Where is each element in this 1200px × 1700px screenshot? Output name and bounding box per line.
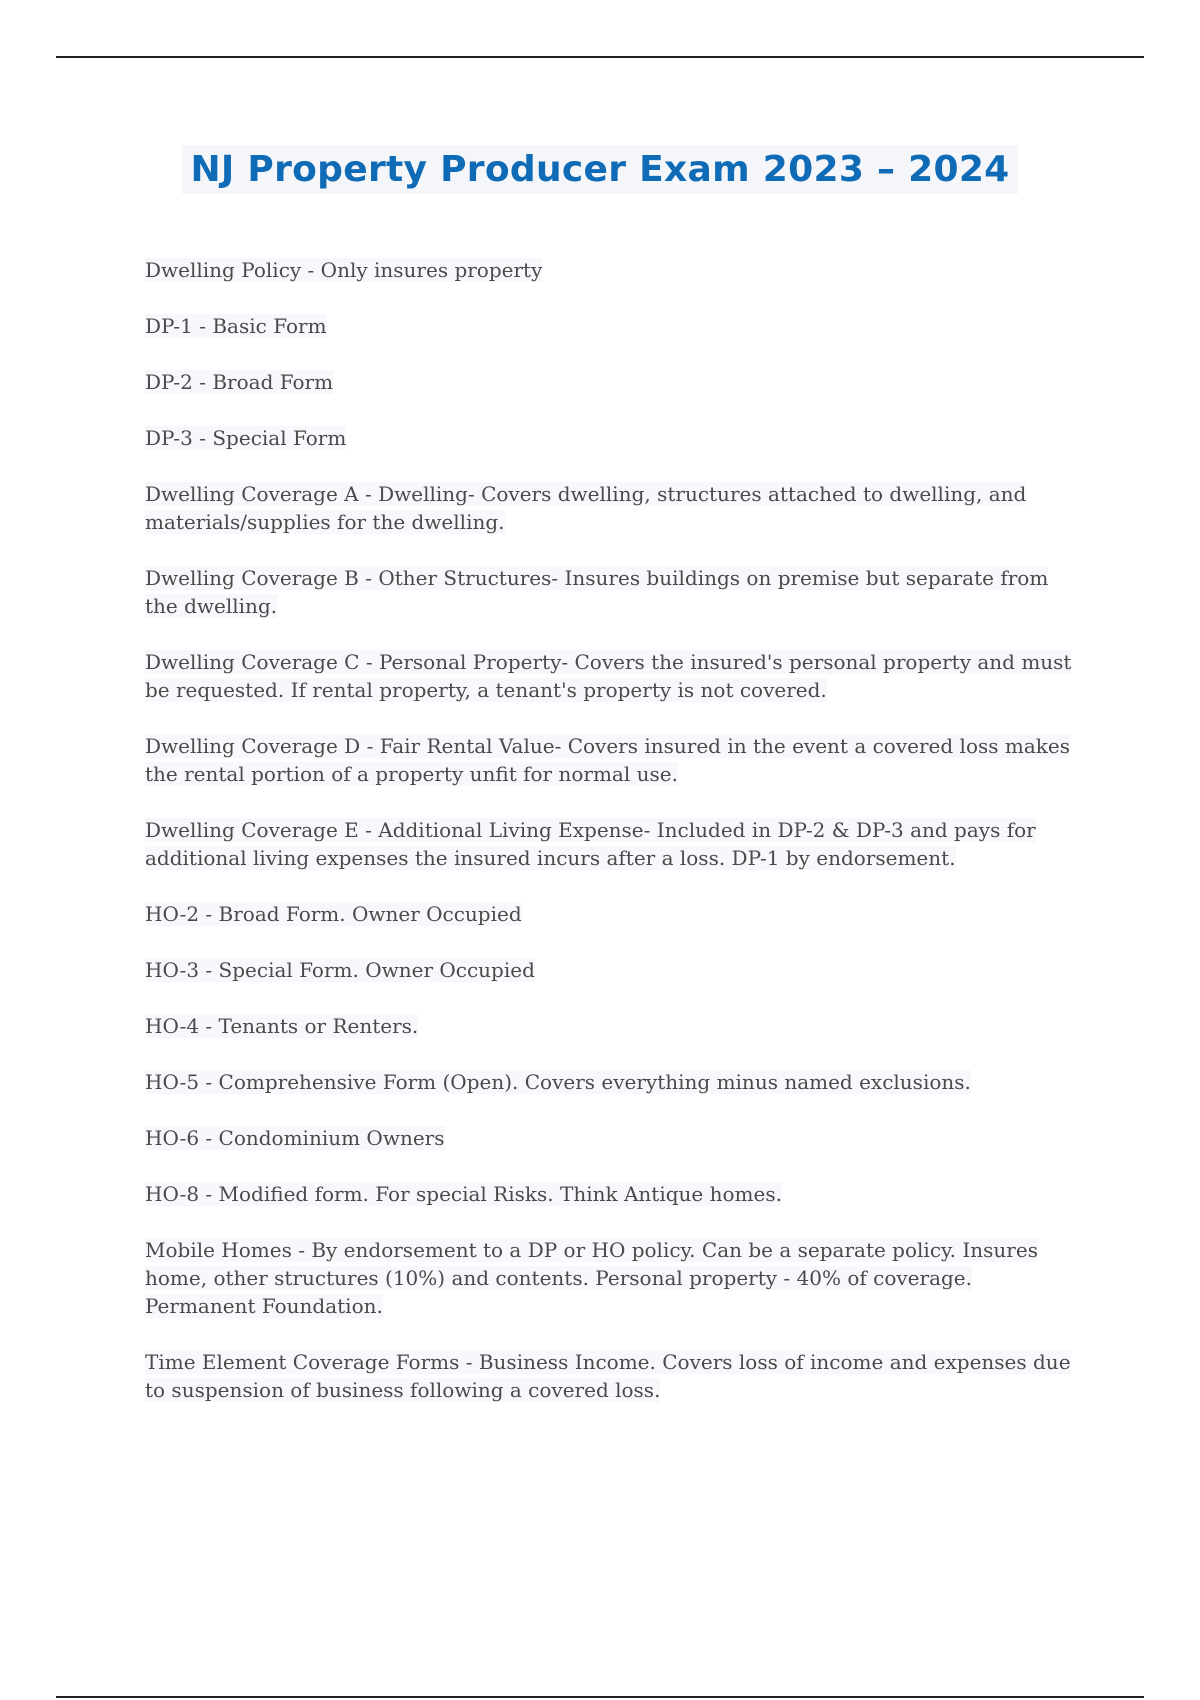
entry-ho-8: HO-8 - Modified form. For special Risks. Think Antique homes.	[145, 1182, 782, 1206]
entry-coverage-e: Dwelling Coverage E - Additional Living Expense- Included in DP-2 & DP-3 and pays for additional living expenses the insured incurs after a loss. DP-1 by endorsement.	[145, 818, 1036, 870]
bottom-rule	[56, 1696, 1144, 1698]
entry-coverage-b: Dwelling Coverage B - Other Structures- Insures buildings on premise but separate from the dwelling.	[145, 566, 1049, 618]
entry-dp-1: DP-1 - Basic Form	[145, 314, 327, 338]
entry-time-element: Time Element Coverage Forms - Business Income. Covers loss of income and expenses due to suspension of business following a covered loss.	[145, 1350, 1071, 1402]
top-rule	[56, 56, 1144, 58]
entry-coverage-a: Dwelling Coverage A - Dwelling- Covers dwelling, structures attached to dwelling, and materials/supplies for the dwelling.	[145, 482, 1027, 534]
entry-ho-5: HO-5 - Comprehensive Form (Open). Covers everything minus named exclusions.	[145, 1070, 971, 1094]
entry-coverage-d: Dwelling Coverage D - Fair Rental Value- Covers insured in the event a covered loss makes the rental portion of a property unfit for normal use.	[145, 734, 1070, 786]
entry-coverage-c: Dwelling Coverage C - Personal Property- Covers the insured's personal property and must be requested. If rental property, a tenant's property is not covered.	[145, 650, 1072, 702]
entry-ho-6: HO-6 - Condominium Owners	[145, 1126, 445, 1150]
entry-dp-2: DP-2 - Broad Form	[145, 370, 334, 394]
entry-mobile-homes: Mobile Homes - By endorsement to a DP or HO policy. Can be a separate policy. Insures home, other structures (10%) and contents. Personal property - 40% of coverage. Permanent Foundation.	[145, 1238, 1038, 1318]
document-title: NJ Property Producer Exam 2023 – 2024	[182, 145, 1017, 194]
entry-dwelling-policy: Dwelling Policy - Only insures property	[145, 258, 543, 282]
entry-ho-4: HO-4 - Tenants or Renters.	[145, 1014, 419, 1038]
entry-ho-3: HO-3 - Special Form. Owner Occupied	[145, 958, 535, 982]
entry-list	[145, 256, 1085, 1432]
entry-dp-3: DP-3 - Special Form	[145, 426, 347, 450]
entry-ho-2: HO-2 - Broad Form. Owner Occupied	[145, 902, 522, 926]
title-area	[0, 145, 1200, 194]
